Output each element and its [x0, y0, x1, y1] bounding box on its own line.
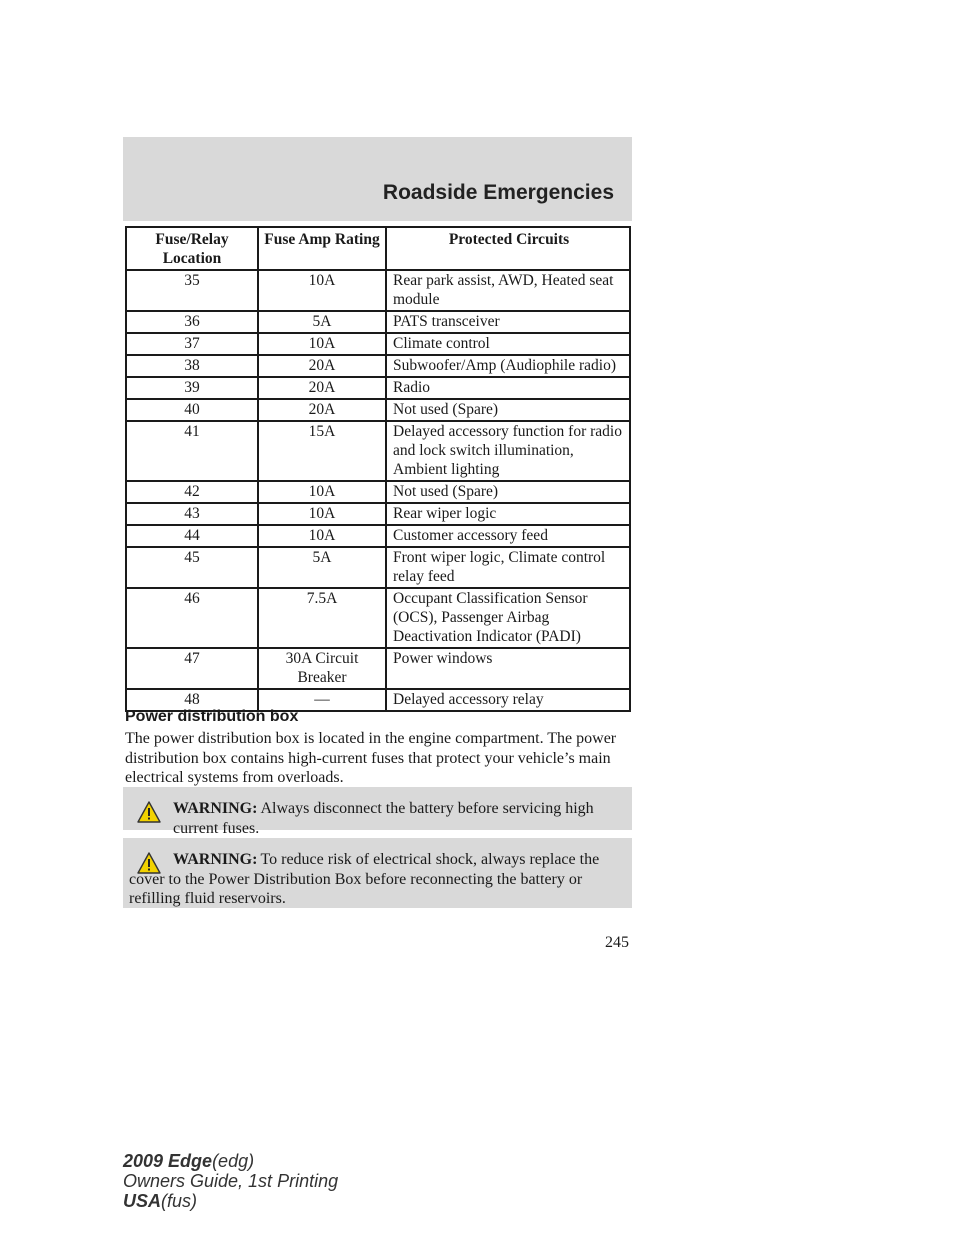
- fuse-table-body: [126, 270, 630, 711]
- warning-box-1: [123, 787, 632, 837]
- cell-protected-circuits: Radio: [386, 377, 630, 399]
- cell-amp-rating: 10A: [258, 525, 386, 547]
- section-header-band: [123, 137, 632, 221]
- table-row: [126, 355, 630, 377]
- cell-protected-circuits: Occupant Classification Sensor (OCS), Passenger Airbag Deactivation Indicator (PADI): [386, 588, 630, 648]
- section-title: Roadside Emergencies: [382, 181, 614, 204]
- cell-amp-rating: 7.5A: [258, 588, 386, 648]
- cell-protected-circuits: Not used (Spare): [386, 481, 630, 503]
- cell-amp-rating: 10A: [258, 270, 386, 311]
- section-body-text: The power distribution box is located in the engine compartment. The power distribution box contains high-current fuses that protect your vehicle’s main electrical systems from overloads.: [125, 730, 617, 786]
- cell-location: 40: [126, 399, 258, 421]
- cell-amp-rating: 15A: [258, 421, 386, 481]
- cell-amp-rating: —: [258, 689, 386, 711]
- cell-location: 35: [126, 270, 258, 311]
- cell-location: 43: [126, 503, 258, 525]
- cell-amp-rating: 20A: [258, 355, 386, 377]
- cell-location: 41: [126, 421, 258, 481]
- footer-model-code: (edg): [212, 1151, 255, 1171]
- footer-market-code: (fus): [161, 1191, 198, 1211]
- cell-location: 39: [126, 377, 258, 399]
- fuse-table: [125, 226, 631, 712]
- cell-protected-circuits: Power windows: [386, 648, 630, 689]
- cell-protected-circuits: Delayed accessory relay: [386, 689, 630, 711]
- table-row: [126, 399, 630, 421]
- cell-location: 38: [126, 355, 258, 377]
- cell-location: 48: [126, 689, 258, 711]
- cell-protected-circuits: PATS transceiver: [386, 311, 630, 333]
- warning-box-2: [123, 838, 632, 908]
- warning-text-1: [173, 799, 622, 838]
- footer-line-1: [123, 1151, 338, 1171]
- table-row: [126, 588, 630, 648]
- cell-amp-rating: 30A Circuit Breaker: [258, 648, 386, 689]
- table-row: [126, 547, 630, 588]
- footer-model: 2009 Edge: [123, 1151, 213, 1171]
- footer-line-3: [123, 1191, 338, 1211]
- table-row: [126, 270, 630, 311]
- cell-location: 45: [126, 547, 258, 588]
- cell-protected-circuits: Subwoofer/Amp (Audiophile radio): [386, 355, 630, 377]
- warning-text-2: [129, 850, 622, 909]
- cell-amp-rating: 20A: [258, 377, 386, 399]
- table-row: [126, 481, 630, 503]
- cell-location: 37: [126, 333, 258, 355]
- column-header-location: Fuse/Relay Location: [126, 227, 258, 270]
- cell-amp-rating: 5A: [258, 547, 386, 588]
- cell-amp-rating: 10A: [258, 503, 386, 525]
- footer-market: USA: [123, 1191, 162, 1211]
- cell-location: 42: [126, 481, 258, 503]
- footer-line-2: Owners Guide, 1st Printing: [123, 1171, 339, 1191]
- cell-location: 44: [126, 525, 258, 547]
- table-row: [126, 503, 630, 525]
- cell-protected-circuits: Climate control: [386, 333, 630, 355]
- table-row: [126, 333, 630, 355]
- cell-amp-rating: 5A: [258, 311, 386, 333]
- table-row: [126, 525, 630, 547]
- cell-protected-circuits: Delayed accessory function for radio and lock switch illumination, Ambient lighting: [386, 421, 630, 481]
- column-header-protected-circuits: Protected Circuits: [386, 227, 630, 270]
- document-footer: [123, 1151, 338, 1211]
- warning-message: To reduce risk of electrical shock, always replace the cover to the Power Distribution Box before reconnecting the battery or refilling fluid reservoirs.: [129, 851, 600, 907]
- cell-protected-circuits: Front wiper logic, Climate control relay feed: [386, 547, 630, 588]
- cell-protected-circuits: Rear park assist, AWD, Heated seat module: [386, 270, 630, 311]
- cell-protected-circuits: Rear wiper logic: [386, 503, 630, 525]
- table-row: [126, 377, 630, 399]
- table-row: [126, 648, 630, 689]
- warning-label: WARNING:: [173, 800, 258, 817]
- cell-location: 46: [126, 588, 258, 648]
- cell-location: 47: [126, 648, 258, 689]
- cell-protected-circuits: Customer accessory feed: [386, 525, 630, 547]
- table-row: [126, 311, 630, 333]
- page-number: 245: [605, 934, 629, 951]
- cell-amp-rating: 10A: [258, 333, 386, 355]
- column-header-amp-rating: Fuse Amp Rating: [258, 227, 386, 270]
- cell-amp-rating: 10A: [258, 481, 386, 503]
- table-header-row: [126, 227, 630, 270]
- table-row: [126, 421, 630, 481]
- warning-triangle-icon: [137, 801, 161, 828]
- cell-protected-circuits: Not used (Spare): [386, 399, 630, 421]
- warning-message: Always disconnect the battery before servicing high current fuses.: [173, 800, 594, 837]
- section-heading: Power distribution box: [125, 708, 299, 725]
- cell-location: 36: [126, 311, 258, 333]
- warning-label: WARNING:: [173, 851, 258, 868]
- cell-amp-rating: 20A: [258, 399, 386, 421]
